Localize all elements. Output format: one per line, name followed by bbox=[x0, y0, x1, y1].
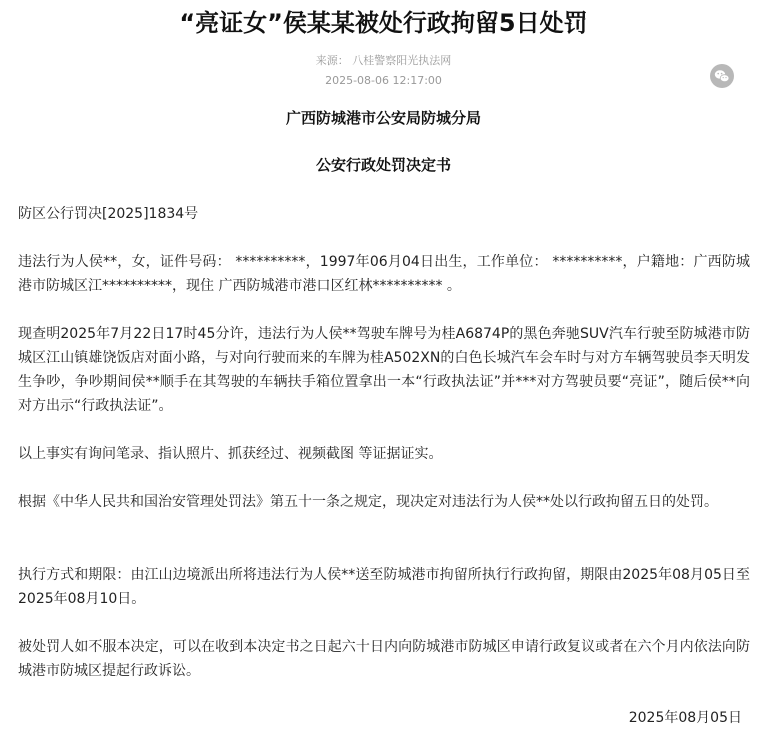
paragraph-offender-info: 违法行为人侯**，女，证件号码： **********，1997年06月04日出生，工作单位： **********，户籍地：广西防城港市防城区江**********，现住 广西防城港市港口区红林********** 。 bbox=[18, 254, 750, 294]
article-title: “亮证女”侯某某被处行政拘留5日处罚 bbox=[179, 9, 588, 37]
signature-date: 2025年08月05日 bbox=[628, 710, 742, 726]
document-number: 防区公行罚决[2025]1834号 bbox=[18, 206, 199, 222]
paragraph-appeal-rights: 被处罚人如不服本决定，可以在收到本决定书之日起六十日内向防城港市防城区申请行政复议或者在六个月内依法向防城港市防城区提起行政诉讼。 bbox=[18, 639, 750, 679]
article-source: 来源： 八桂警察阳光执法网 bbox=[315, 54, 452, 67]
document-type-heading: 公安行政处罚决定书 bbox=[315, 156, 451, 174]
paragraph-execution: 执行方式和期限：由江山边境派出所将违法行为人侯**送至防城港市拘留所执行行政拘留，期限由2025年08月05日至2025年08月10日。 bbox=[18, 567, 750, 607]
article-datetime: 2025-08-06 12:17:00 bbox=[325, 74, 442, 87]
paragraph-decision: 根据《中华人民共和国治安管理处罚法》第五十一条之规定，现决定对违法行为人侯**处以行政拘留五日的处罚。 bbox=[18, 494, 718, 510]
paragraph-evidence: 以上事实有询问笔录、指认照片、抓获经过、视频截图 等证据证实。 bbox=[18, 446, 443, 462]
paragraph-facts: 现查明2025年7月22日17时45分许，违法行为人侯**驾驶车牌号为桂A6874P的黑色奔驰SUV汽车行驶至防城港市防城区江山镇雄饶饭店对面小路，与对向行驶而来的车牌为桂A502XN的白色长城汽车会车时与对方车辆驾驶员李天明发生争吵，争吵期间侯**顺手在其驾驶的车辆扶手箱位置拿出一本“行政执法证”并***对方驾驶员要“亮证”，随后侯**向对方出示“行政执法证”。 bbox=[18, 326, 750, 414]
wechat-icon bbox=[710, 64, 734, 88]
issuing-organization: 广西防城港市公安局防城分局 bbox=[285, 109, 481, 127]
wechat-share-icon[interactable] bbox=[710, 64, 734, 88]
